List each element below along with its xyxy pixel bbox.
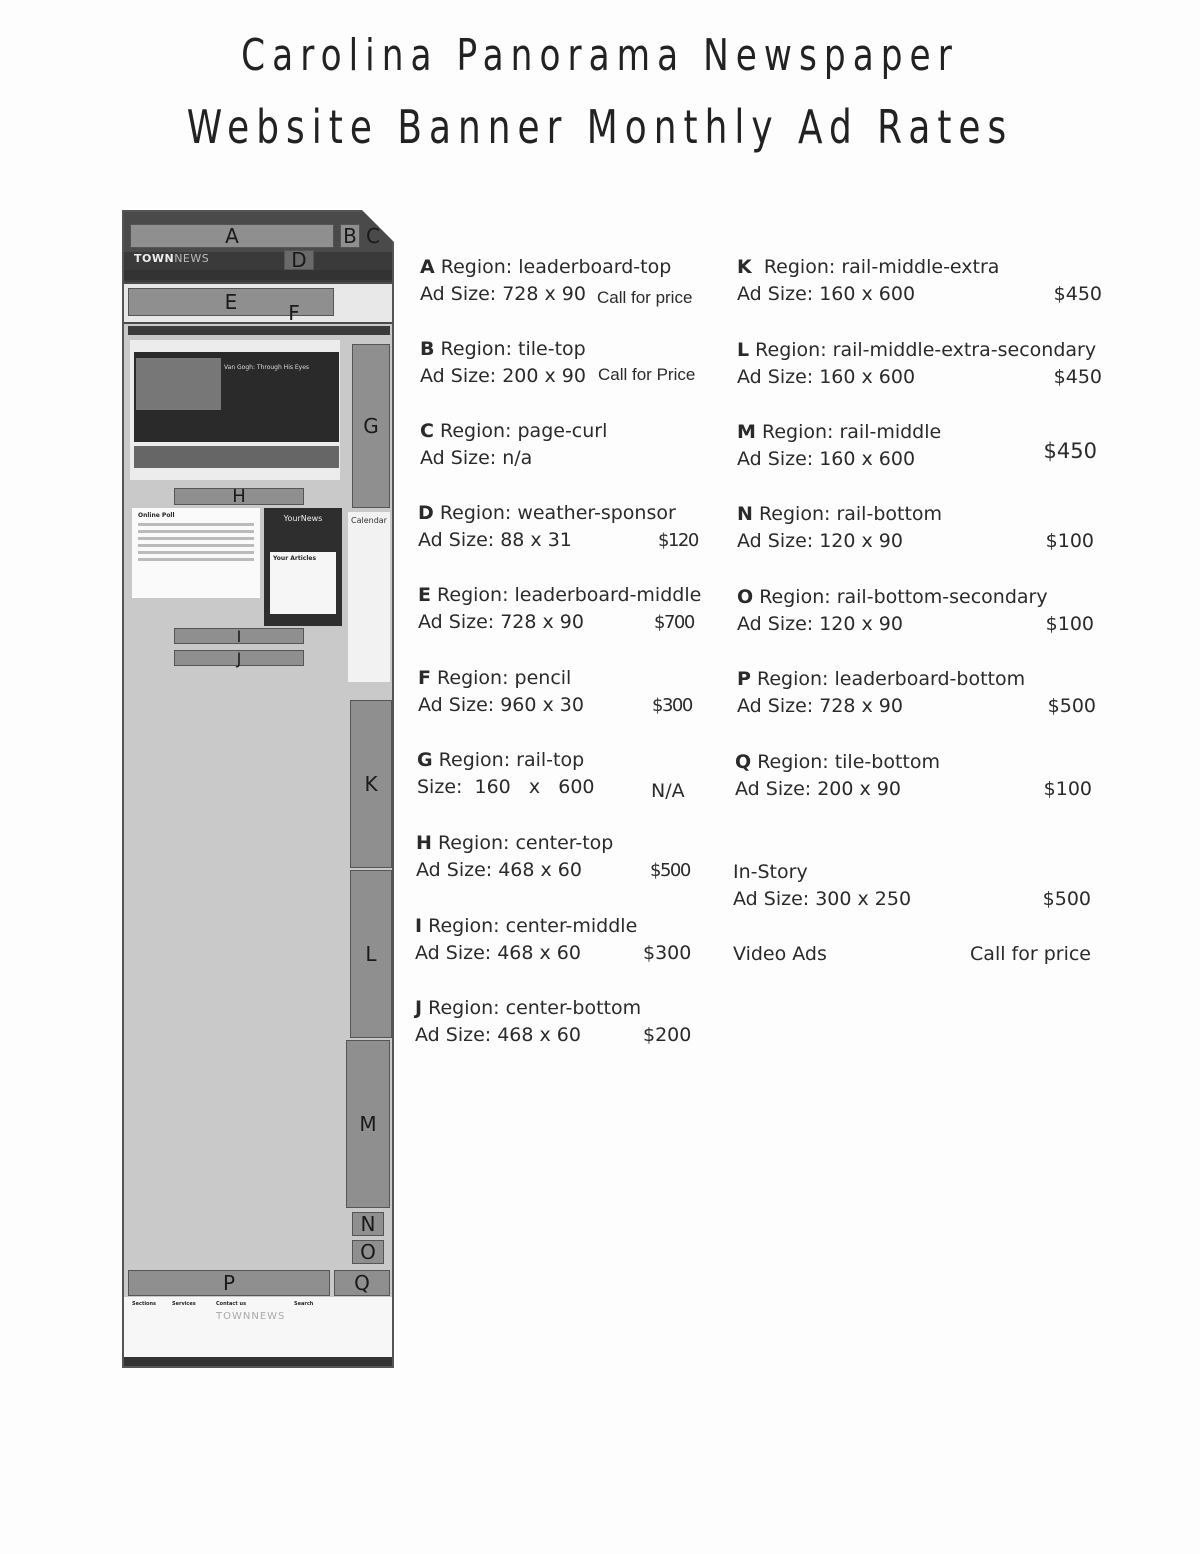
- rate-entry-e: E Region: leaderboard-middle Ad Size: 728 x 90 $700: [418, 584, 702, 633]
- rate-entry-in-story: In-Story Ad Size: 300 x 250 $500: [733, 861, 1091, 910]
- website-layout-mockup: [122, 210, 394, 1368]
- ad-region-p: P: [128, 1270, 330, 1296]
- ad-region-f: F: [288, 301, 300, 325]
- ad-region-q: Q: [334, 1270, 390, 1296]
- ad-region-d: D: [284, 250, 314, 270]
- ad-region-h: H: [174, 488, 304, 505]
- site-logo: TOWNNEWS: [134, 252, 210, 265]
- calendar-widget: Calendar: [348, 512, 390, 682]
- site-navbar: [124, 270, 392, 280]
- ad-region-o: O: [352, 1240, 384, 1264]
- rate-entry-b: B Region: tile-top Ad Size: 200 x 90 Call for Price: [420, 338, 696, 387]
- ad-region-l: L: [350, 870, 392, 1038]
- online-poll: Online Poll: [132, 508, 260, 598]
- rate-entry-q: Q Region: tile-bottom Ad Size: 200 x 90 $100: [735, 751, 1092, 800]
- rate-entry-o: O Region: rail-bottom-secondary Ad Size: 120 x 90 $100: [737, 586, 1094, 635]
- site-footer-bar: [124, 1357, 392, 1366]
- yournews-widget: YourNews: [264, 508, 342, 626]
- rate-entry-i: I Region: center-middle Ad Size: 468 x 60 $300: [415, 915, 692, 964]
- ad-region-n: N: [352, 1212, 384, 1236]
- featured-thumbnails: [134, 446, 339, 468]
- rate-entry-m: M Region: rail-middle Ad Size: 160 x 600 $450: [737, 421, 1097, 470]
- rate-entry-a: A Region: leaderboard-top Ad Size: 728 x 90 Call for price: [420, 256, 693, 307]
- rate-entry-d: D Region: weather-sponsor Ad Size: 88 x 31 $120: [418, 502, 698, 551]
- rate-entry-l: L Region: rail-middle-extra-secondary Ad Size: 160 x 600 $450: [737, 339, 1102, 388]
- ad-region-e: E: [128, 288, 334, 316]
- page-title-line1: Carolina Panorama Newspaper: [241, 30, 959, 81]
- your-articles: Your Articles: [270, 552, 336, 614]
- ad-region-j: J: [174, 650, 304, 666]
- rate-entry-c: C Region: page-curl Ad Size: n/a: [420, 420, 608, 469]
- ad-region-k: K: [350, 700, 392, 868]
- rate-entry-n: N Region: rail-bottom Ad Size: 120 x 90 $100: [737, 503, 1094, 552]
- breaking-news-bar: [128, 326, 390, 335]
- ad-region-g: G: [352, 344, 390, 508]
- ad-region-m: M: [346, 1040, 390, 1208]
- ad-region-c: C: [366, 224, 380, 248]
- rate-entry-g: G Region: rail-top Size: 160 x 600 N/A: [417, 749, 685, 802]
- rate-entry-video-ads: Video Ads Call for price: [733, 943, 1091, 965]
- rate-entry-j: J Region: center-bottom Ad Size: 468 x 60 $200: [415, 997, 692, 1046]
- ad-region-a: A: [130, 224, 334, 248]
- site-footer: Sections Services Contact us Search TOWNNEWS: [124, 1297, 392, 1357]
- ad-region-b: B: [340, 224, 360, 248]
- ad-region-i: I: [174, 628, 304, 644]
- featured-story-image: [136, 358, 221, 410]
- rate-entry-h: H Region: center-top Ad Size: 468 x 60 $500: [416, 832, 690, 881]
- featured-story-heading: Van Gogh: Through His Eyes: [224, 364, 310, 371]
- page-title-line2: Website Banner Monthly Ad Rates: [186, 100, 1014, 154]
- rate-entry-p: P Region: leaderboard-bottom Ad Size: 728 x 90 $500: [737, 668, 1096, 717]
- rate-entry-f: F Region: pencil Ad Size: 960 x 30 $300: [418, 667, 692, 716]
- rate-entry-k: K Region: rail-middle-extra Ad Size: 160 x 600 $450: [737, 256, 1102, 305]
